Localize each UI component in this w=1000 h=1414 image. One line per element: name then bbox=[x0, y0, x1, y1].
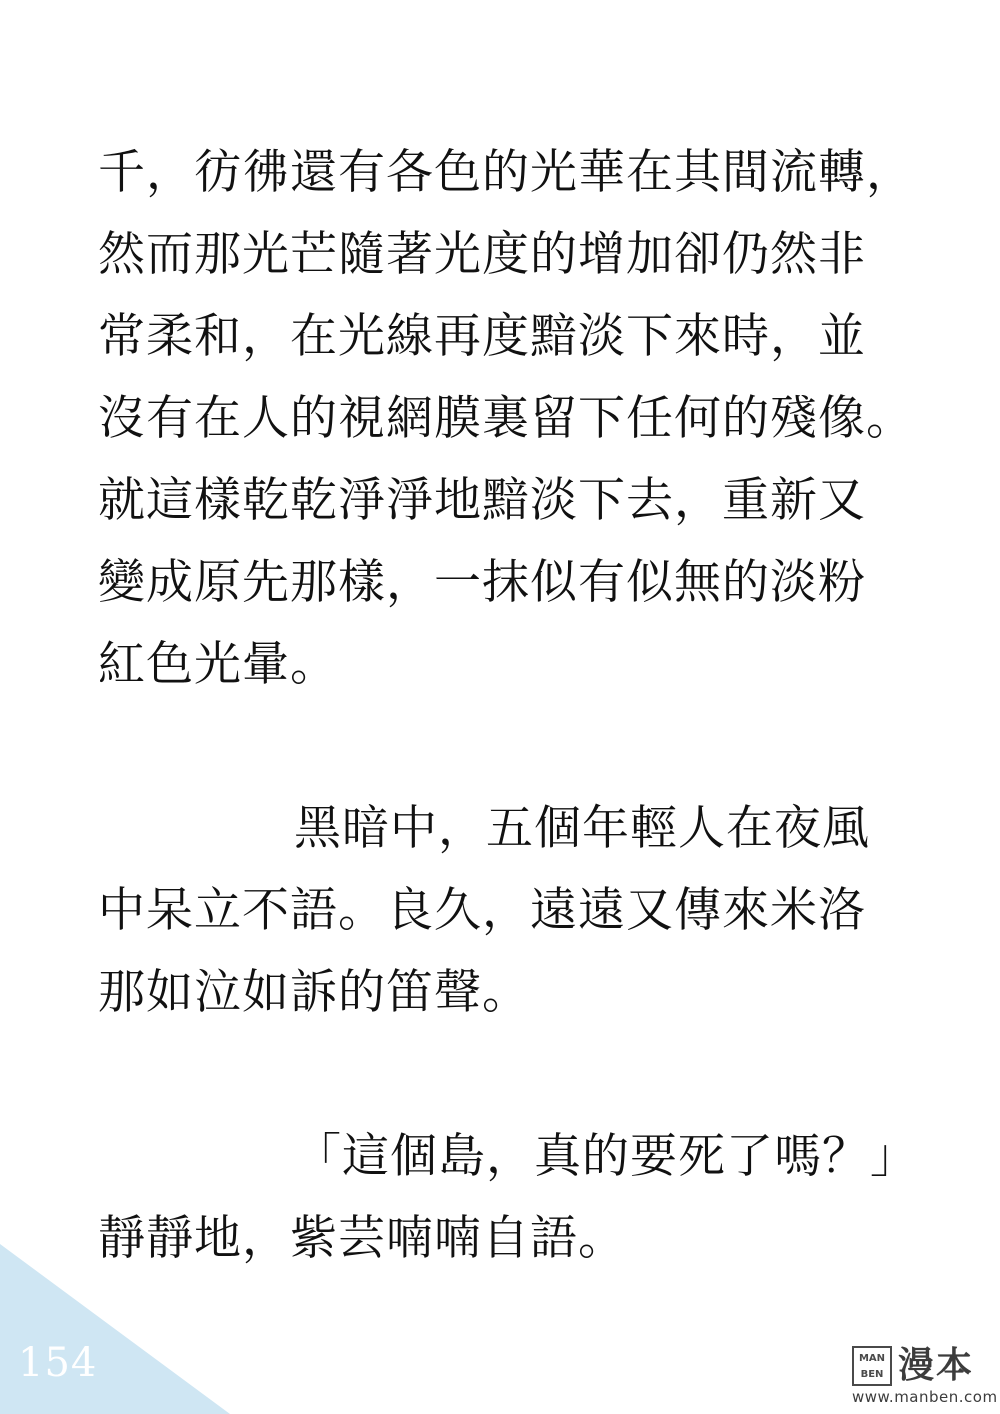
logo-text: 漫本 bbox=[898, 1345, 975, 1386]
text-line: 「這個島，真的要死了嗎？」 bbox=[294, 1129, 918, 1184]
logo-box bbox=[852, 1346, 892, 1386]
corner-decoration bbox=[0, 1244, 230, 1414]
text-line: 然而那光芒隨著光度的增加卻仍然非 bbox=[98, 227, 866, 282]
logo-box-bottom: BEN bbox=[860, 1369, 884, 1380]
text-line: 沒有在人的視網膜裏留下任何的殘像。 bbox=[98, 391, 914, 446]
text-line: 靜靜地，紫芸喃喃自語。 bbox=[98, 1211, 626, 1266]
text-line: 就這樣乾乾淨淨地黯淡下去，重新又 bbox=[98, 473, 866, 528]
text-line: 黑暗中，五個年輕人在夜風 bbox=[294, 801, 870, 856]
text-line: 中呆立不語。良久，遠遠又傳來米洛 bbox=[98, 883, 866, 938]
logo-url: www.manben.com bbox=[852, 1388, 998, 1406]
text-line: 變成原先那樣，一抹似有似無的淡粉 bbox=[98, 555, 866, 610]
logo-box-top: MAN bbox=[858, 1353, 886, 1364]
text-line: 常柔和，在光線再度黯淡下來時，並 bbox=[98, 309, 866, 364]
paragraph-gap bbox=[98, 1034, 958, 1116]
text-line: 紅色光暈。 bbox=[98, 637, 338, 692]
text-line: 那如泣如訴的笛聲。 bbox=[98, 965, 530, 1020]
watermark-logo bbox=[852, 1344, 998, 1408]
body-text bbox=[98, 132, 958, 1280]
text-line: 千，彷彿還有各色的光華在其間流轉， bbox=[98, 145, 914, 200]
page-number: 154 bbox=[18, 1340, 98, 1386]
paragraph-gap bbox=[98, 706, 958, 788]
